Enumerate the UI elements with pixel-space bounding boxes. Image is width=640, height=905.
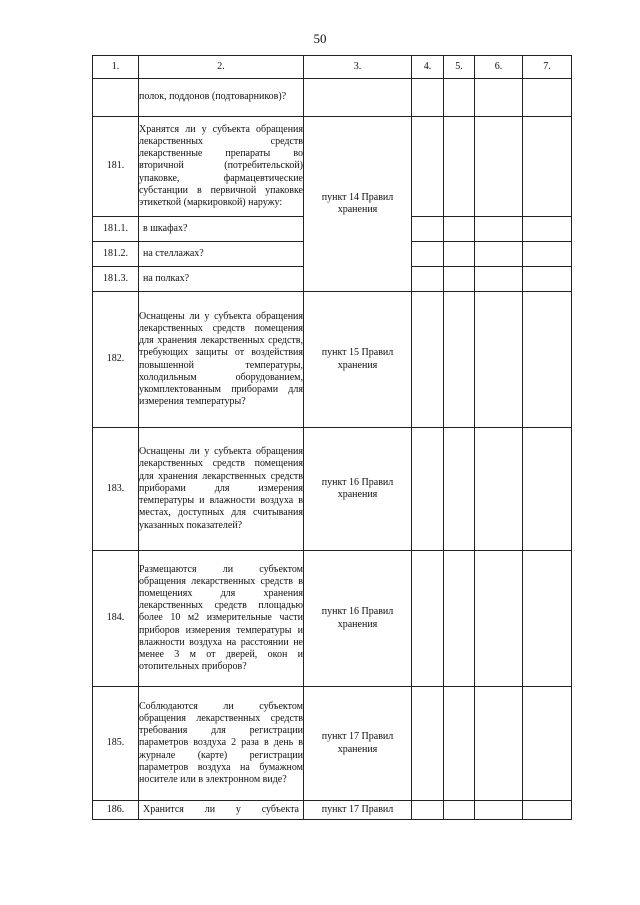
column-header: 7. [523, 56, 572, 79]
checklist-table [92, 55, 572, 820]
answer-cell [475, 117, 523, 217]
column-header: 4. [412, 56, 444, 79]
row-question: Оснащены ли у субъекта обращения лекарственных средств помещения для хранения лекарственных средств, требующих защиты от воздействия повышенной температуры, холодильным оборудованием, укомплектованным приборами для измерения температуры? [139, 292, 304, 428]
row-question: в шкафах? [139, 217, 304, 242]
answer-cell [444, 801, 475, 820]
answer-cell [475, 217, 523, 242]
answer-cell [523, 551, 572, 687]
answer-cell [523, 217, 572, 242]
table-row [93, 117, 572, 217]
answer-cell [444, 242, 475, 267]
answer-cell [475, 242, 523, 267]
answer-cell [523, 801, 572, 820]
answer-cell [412, 292, 444, 428]
row-number: 181.3. [93, 267, 139, 292]
answer-cell [475, 428, 523, 551]
row-reference: пункт 16 Правил хранения [304, 428, 412, 551]
answer-cell [412, 551, 444, 687]
row-reference: пункт 17 Правил [304, 801, 412, 820]
answer-cell [444, 551, 475, 687]
column-header: 6. [475, 56, 523, 79]
table-row [93, 551, 572, 687]
answer-cell [475, 687, 523, 801]
row-question: Оснащены ли у субъекта обращения лекарственных средств помещения для хранения лекарственных средств приборами для измерения температуры и влажности воздуха в местах, доступных для считывания указанных показателей? [139, 428, 304, 551]
row-question: на полках? [139, 267, 304, 292]
row-reference: пункт 17 Правил хранения [304, 687, 412, 801]
answer-cell [523, 267, 572, 292]
table-row [93, 801, 572, 820]
answer-cell [412, 217, 444, 242]
row-number: 181.2. [93, 242, 139, 267]
answer-cell [444, 428, 475, 551]
row-question: Хранится ли у субъекта [139, 801, 304, 820]
row-question: Размещаются ли субъектом обращения лекарственных средств в помещениях для хранения лекарственных средств площадью более 10 м2 измерительные части приборов измерения температуры и влажности воздуха на расстоянии не менее 3 м от дверей, окон и отопительных приборов? [139, 551, 304, 687]
answer-cell [412, 242, 444, 267]
answer-cell [523, 428, 572, 551]
row-reference [304, 79, 412, 117]
answer-cell [523, 242, 572, 267]
table-row [93, 428, 572, 551]
page-number: 50 [313, 31, 327, 46]
answer-cell [444, 267, 475, 292]
row-number [93, 79, 139, 117]
answer-cell [444, 217, 475, 242]
row-number: 186. [93, 801, 139, 820]
row-question: Соблюдаются ли субъектом обращения лекарственных средств требования для регистрации параметров воздуха 2 раза в день в журнале (карте) регистрации параметров воздуха на бумажном носителе или в электронном виде? [139, 687, 304, 801]
answer-cell [523, 79, 572, 117]
row-reference: пункт 15 Правил хранения [304, 292, 412, 428]
row-number: 183. [93, 428, 139, 551]
answer-cell [412, 428, 444, 551]
answer-cell [475, 551, 523, 687]
answer-cell [412, 801, 444, 820]
answer-cell [523, 292, 572, 428]
answer-cell [444, 292, 475, 428]
column-header: 5. [444, 56, 475, 79]
row-number: 185. [93, 687, 139, 801]
row-number: 181. [93, 117, 139, 217]
row-number: 181.1. [93, 217, 139, 242]
answer-cell [475, 801, 523, 820]
answer-cell [523, 687, 572, 801]
column-header: 2. [139, 56, 304, 79]
table-row [93, 292, 572, 428]
answer-cell [412, 79, 444, 117]
answer-cell [444, 117, 475, 217]
table-row [93, 79, 572, 117]
answer-cell [523, 117, 572, 217]
answer-cell [444, 79, 475, 117]
answer-cell [475, 79, 523, 117]
table-header-row [93, 56, 572, 79]
table-row [93, 687, 572, 801]
column-header: 3. [304, 56, 412, 79]
column-header: 1. [93, 56, 139, 79]
row-number: 182. [93, 292, 139, 428]
row-number: 184. [93, 551, 139, 687]
answer-cell [475, 267, 523, 292]
answer-cell [412, 267, 444, 292]
row-question: на стеллажах? [139, 242, 304, 267]
row-reference: пункт 16 Правил хранения [304, 551, 412, 687]
row-reference: пункт 14 Правил хранения [304, 117, 412, 292]
answer-cell [412, 117, 444, 217]
row-question: полок, поддонов (подтоварников)? [139, 79, 304, 117]
answer-cell [475, 292, 523, 428]
answer-cell [444, 687, 475, 801]
answer-cell [412, 687, 444, 801]
row-question: Хранятся ли у субъекта обращения лекарственных средств лекарственные препараты во вторичной (потребительской) упаковке, фармацевтические субстанции в первичной упаковке этикеткой (маркировкой) наружу: [139, 117, 304, 217]
